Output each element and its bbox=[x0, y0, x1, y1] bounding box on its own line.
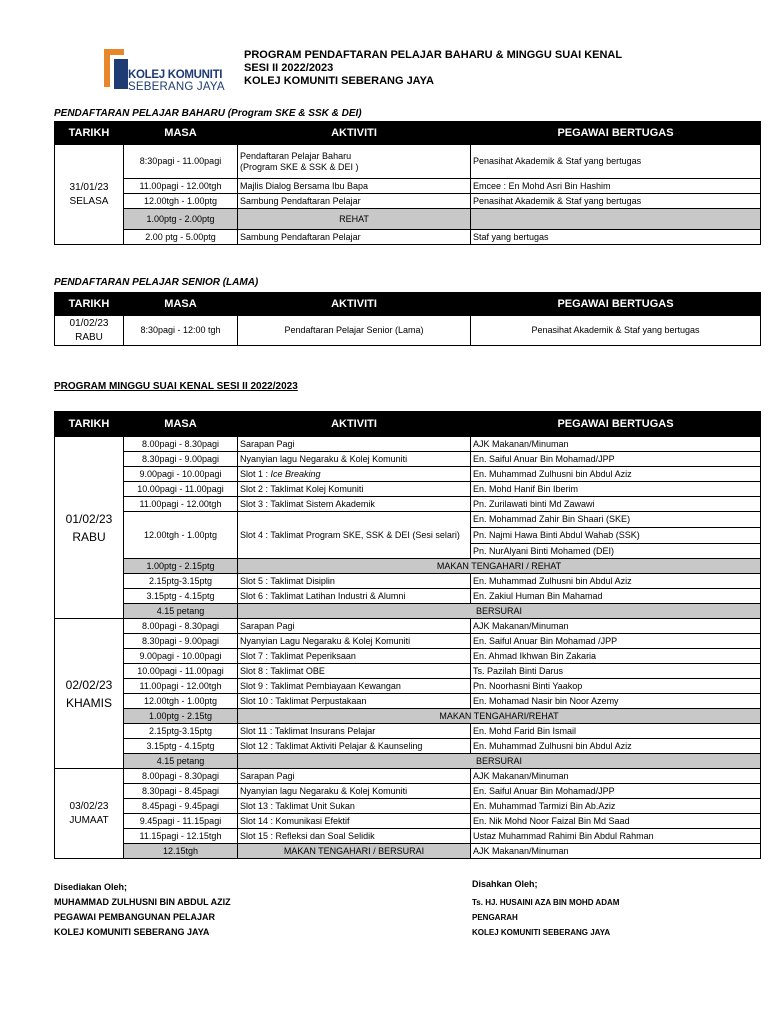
pegawai-cell: En. Mohd Farid Bin Ismail bbox=[471, 724, 761, 739]
table-row bbox=[55, 769, 761, 784]
heading-line2: SESI II 2022/2023 bbox=[244, 62, 334, 74]
masa-cell: 12.00tgh - 1.00ptg bbox=[124, 694, 238, 709]
table-row-break bbox=[55, 209, 761, 230]
aktiviti-cell: Slot 14 : Komunikasi Efektif bbox=[238, 814, 471, 829]
table-row bbox=[55, 512, 761, 528]
table-header-row bbox=[55, 293, 761, 316]
masa-cell: 8.45pagi - 9.45pagi bbox=[124, 799, 238, 814]
logo-text-line1: KOLEJ KOMUNITI bbox=[128, 69, 223, 81]
aktiviti-cell: Slot 6 : Taklimat Latihan Industri & Alumni bbox=[238, 589, 471, 604]
day-text: JUMAAT bbox=[69, 814, 109, 826]
day-text: RABU bbox=[72, 529, 106, 544]
table-row bbox=[55, 634, 761, 649]
masa-cell: 11.00pagi - 12.00tgh bbox=[124, 497, 238, 512]
masa-cell: 8.30pagi - 9.00pagi bbox=[124, 452, 238, 467]
break-cell: BERSURAI bbox=[238, 754, 761, 769]
pegawai-cell: En. Saiful Anuar Bin Mohamad/JPP bbox=[471, 784, 761, 799]
aktiviti-cell: Nyanyian lagu Negaraku & Kolej Komuniti bbox=[238, 452, 471, 467]
break-cell: BERSURAI bbox=[238, 604, 761, 619]
aktiviti-line: (Program SKE & SSK & DEI ) bbox=[240, 161, 359, 172]
table-row bbox=[55, 664, 761, 679]
pegawai-cell: En. Ahmad Ikhwan Bin Zakaria bbox=[471, 649, 761, 664]
masa-cell: 10.00pagi - 11.00pagi bbox=[124, 482, 238, 497]
table-header-row bbox=[55, 122, 761, 145]
aktiviti-cell: Slot 2 : Taklimat Kolej Komuniti bbox=[238, 482, 471, 497]
pegawai-cell: En. Muhammad Zulhusni bin Abdul Aziz bbox=[471, 739, 761, 754]
aktiviti-cell: Nyanyian lagu Negaraku & Kolej Komuniti bbox=[238, 784, 471, 799]
masa-cell: 8.00pagi - 8.30pagi bbox=[124, 619, 238, 634]
pegawai-cell: En. Saiful Anuar Bin Mohamad /JPP bbox=[471, 634, 761, 649]
pegawai-cell: En. Zakiul Human Bin Mahamad bbox=[471, 589, 761, 604]
break-cell: MAKAN TENGAHARI / REHAT bbox=[238, 559, 761, 574]
pegawai-cell: Ts. Pazilah Binti Darus bbox=[471, 664, 761, 679]
pegawai-cell: Pn. NurAlyani Binti Mohamed (DEI) bbox=[471, 544, 761, 559]
aktiviti-cell: Slot 12 : Taklimat Aktiviti Pelajar & Kaunseling bbox=[238, 739, 471, 754]
pegawai-cell: En. Muhammad Zulhusni bin Abdul Aziz bbox=[471, 574, 761, 589]
section2-title: PENDAFTARAN PELAJAR SENIOR (LAMA) bbox=[54, 277, 259, 288]
section1-table bbox=[54, 121, 761, 245]
masa-cell: 1.00ptg - 2.15ptg bbox=[124, 559, 238, 574]
aktiviti-cell bbox=[238, 145, 471, 179]
logo-text-line2: SEBERANG JAYA bbox=[128, 81, 225, 93]
table-row bbox=[55, 619, 761, 634]
heading-line1: PROGRAM PENDAFTARAN PELAJAR BAHARU & MINGGU SUAI KENAL bbox=[244, 49, 623, 61]
masa-cell: 9.00pagi - 10.00pagi bbox=[124, 467, 238, 482]
aktiviti-cell: Sarapan Pagi bbox=[238, 437, 471, 452]
masa-cell: 4.15 petang bbox=[124, 754, 238, 769]
pegawai-cell: Pn. Najmi Hawa Binti Abdul Wahab (SSK) bbox=[471, 528, 761, 544]
masa-cell: 8:30pagi - 12:00 tgh bbox=[124, 316, 238, 346]
pegawai-cell: En. Muhammad Tarmizi Bin Ab.Aziz bbox=[471, 799, 761, 814]
table-row bbox=[55, 437, 761, 452]
table-row bbox=[55, 694, 761, 709]
break-cell: MAKAN TENGAHARI / BERSURAI bbox=[238, 844, 471, 859]
date-cell bbox=[55, 619, 124, 769]
masa-cell: 9.45pagi - 11.15pagi bbox=[124, 814, 238, 829]
prepared-by-org: KOLEJ KOMUNITI SEBERANG JAYA bbox=[54, 927, 210, 937]
table-row bbox=[55, 829, 761, 844]
pegawai-cell: AJK Makanan/Minuman bbox=[471, 619, 761, 634]
date-text: 01/02/23 bbox=[65, 511, 113, 526]
masa-cell: 1.00ptg - 2.15tg bbox=[124, 709, 238, 724]
col-tarikh: TARIKH bbox=[55, 293, 124, 316]
aktiviti-cell: Sarapan Pagi bbox=[238, 619, 471, 634]
break-cell: MAKAN TENGAHARI/REHAT bbox=[238, 709, 761, 724]
table-row bbox=[55, 482, 761, 497]
aktiviti-cell: Slot 7 : Taklimat Peperiksaan bbox=[238, 649, 471, 664]
pegawai-cell bbox=[471, 209, 761, 230]
prepared-by-position: PEGAWAI PEMBANGUNAN PELAJAR bbox=[54, 912, 216, 922]
table-row bbox=[55, 799, 761, 814]
col-masa: MASA bbox=[124, 293, 238, 316]
section3-title: PROGRAM MINGGU SUAI KENAL SESI II 2022/2023 bbox=[54, 381, 298, 392]
masa-cell: 2.00 ptg - 5.00ptg bbox=[124, 230, 238, 245]
pegawai-cell: Emcee : En Mohd Asri Bin Hashim bbox=[471, 179, 761, 194]
aktiviti-cell: Slot 3 : Taklimat Sistem Akademik bbox=[238, 497, 471, 512]
pegawai-cell: Staf yang bertugas bbox=[471, 230, 761, 245]
approved-by-label: Disahkan Oleh; bbox=[472, 879, 538, 889]
col-masa: MASA bbox=[124, 412, 238, 437]
masa-cell: 12.15tgh bbox=[124, 844, 238, 859]
table-row-break bbox=[55, 844, 761, 859]
col-aktiviti: AKTIVITI bbox=[238, 122, 471, 145]
section3-table bbox=[54, 411, 761, 859]
pegawai-cell: Pn. Noorhasni Binti Yaakop bbox=[471, 679, 761, 694]
aktiviti-cell: Slot 13 : Taklimat Unit Sukan bbox=[238, 799, 471, 814]
aktiviti-cell: Slot 4 : Taklimat Program SKE, SSK & DEI (Sesi selari) bbox=[238, 512, 471, 559]
day-text: RABU bbox=[75, 331, 103, 343]
pegawai-cell: Penasihat Akademik & Staf yang bertugas bbox=[471, 145, 761, 179]
table-row bbox=[55, 230, 761, 245]
table-row bbox=[55, 574, 761, 589]
masa-cell: 11.00pagi - 12.00tgh bbox=[124, 179, 238, 194]
table-header-row bbox=[55, 412, 761, 437]
table-row bbox=[55, 784, 761, 799]
date-cell bbox=[55, 769, 124, 859]
day-text: KHAMIS bbox=[65, 695, 112, 710]
aktiviti-prefix: Slot 1 : bbox=[240, 468, 271, 479]
masa-cell: 8.00pagi - 8.30pagi bbox=[124, 437, 238, 452]
aktiviti-cell: Slot 5 : Taklimat Disiplin bbox=[238, 574, 471, 589]
masa-cell: 10.00pagi - 11.00pagi bbox=[124, 664, 238, 679]
table-row bbox=[55, 724, 761, 739]
col-tarikh: TARIKH bbox=[55, 122, 124, 145]
table-row bbox=[55, 179, 761, 194]
masa-cell: 12.00tgh - 1.00ptg bbox=[124, 512, 238, 559]
approved-by-position: PENGARAH bbox=[472, 913, 518, 922]
pegawai-cell: En. Saiful Anuar Bin Mohamad/JPP bbox=[471, 452, 761, 467]
pegawai-cell: En. Nik Mohd Noor Faizal Bin Md Saad bbox=[471, 814, 761, 829]
date-cell bbox=[55, 145, 124, 245]
prepared-by-name: MUHAMMAD ZULHUSNI BIN ABDUL AZIZ bbox=[54, 897, 231, 907]
table-row bbox=[55, 814, 761, 829]
date-cell bbox=[55, 437, 124, 619]
table-row-break bbox=[55, 709, 761, 724]
heading-line3: KOLEJ KOMUNITI SEBERANG JAYA bbox=[244, 75, 434, 87]
masa-cell: 2.15ptg-3.15ptg bbox=[124, 574, 238, 589]
masa-cell: 8.00pagi - 8.30pagi bbox=[124, 769, 238, 784]
pegawai-cell: AJK Makanan/Minuman bbox=[471, 844, 761, 859]
date-text: 01/02/23 bbox=[69, 317, 109, 329]
aktiviti-cell bbox=[238, 467, 471, 482]
col-pegawai: PEGAWAI BERTUGAS bbox=[471, 412, 761, 437]
aktiviti-cell: Slot 11 : Taklimat Insurans Pelajar bbox=[238, 724, 471, 739]
masa-cell: 1.00ptg - 2.00ptg bbox=[124, 209, 238, 230]
aktiviti-cell: Slot 10 : Taklimat Perpustakaan bbox=[238, 694, 471, 709]
aktiviti-cell: Slot 8 : Taklimat OBE bbox=[238, 664, 471, 679]
col-pegawai: PEGAWAI BERTUGAS bbox=[471, 122, 761, 145]
aktiviti-cell: Sambung Pendaftaran Pelajar bbox=[238, 230, 471, 245]
approved-by-block bbox=[472, 877, 619, 940]
date-text: 02/02/23 bbox=[65, 677, 113, 692]
aktiviti-italic: Ice Breaking bbox=[270, 468, 321, 479]
document-heading bbox=[244, 49, 622, 88]
table-row-break bbox=[55, 559, 761, 574]
table-row bbox=[55, 145, 761, 179]
masa-cell: 4.15 petang bbox=[124, 604, 238, 619]
prepared-by-label: Disediakan Oleh; bbox=[54, 882, 128, 892]
table-row bbox=[55, 194, 761, 209]
masa-cell: 11.15pagi - 12.15tgh bbox=[124, 829, 238, 844]
table-row-break bbox=[55, 604, 761, 619]
approved-by-name: Ts. HJ. HUSAINI AZA BIN MOHD ADAM bbox=[472, 898, 620, 907]
pegawai-cell: En. Mohamad Nasir bin Noor Azemy bbox=[471, 694, 761, 709]
table-row bbox=[55, 739, 761, 754]
pegawai-cell: AJK Makanan/Minuman bbox=[471, 437, 761, 452]
table-row bbox=[55, 316, 761, 346]
logo-mark-left bbox=[104, 49, 110, 87]
pegawai-cell: Penasihat Akademik & Staf yang bertugas bbox=[471, 316, 761, 346]
pegawai-cell: En. Mohd Hanif Bin Iberim bbox=[471, 482, 761, 497]
aktiviti-cell: Nyanyian Lagu Negaraku & Kolej Komuniti bbox=[238, 634, 471, 649]
col-masa: MASA bbox=[124, 122, 238, 145]
aktiviti-line: Pendaftaran Pelajar Baharu bbox=[240, 150, 352, 161]
pegawai-cell: Ustaz Muhammad Rahimi Bin Abdul Rahman bbox=[471, 829, 761, 844]
pegawai-cell: AJK Makanan/Minuman bbox=[471, 769, 761, 784]
masa-cell: 8.30pagi - 9.00pagi bbox=[124, 634, 238, 649]
aktiviti-cell: Sarapan Pagi bbox=[238, 769, 471, 784]
pegawai-cell: Pn. Zurilawati binti Md Zawawi bbox=[471, 497, 761, 512]
table-row bbox=[55, 497, 761, 512]
logo-mark-blue bbox=[114, 59, 128, 89]
college-logo bbox=[104, 47, 236, 95]
masa-cell: 12.00tgh - 1.00ptg bbox=[124, 194, 238, 209]
day-text: SELASA bbox=[69, 195, 109, 207]
col-aktiviti: AKTIVITI bbox=[238, 412, 471, 437]
masa-cell: 9.00pagi - 10.00pagi bbox=[124, 649, 238, 664]
aktiviti-cell: Slot 15 : Refleksi dan Soal Selidik bbox=[238, 829, 471, 844]
pegawai-cell: En. Mohammad Zahir Bin Shaari (SKE) bbox=[471, 512, 761, 528]
masa-cell: 3.15ptg - 4.15ptg bbox=[124, 589, 238, 604]
section1-title: PENDAFTARAN PELAJAR BAHARU (Program SKE & SSK & DEI) bbox=[54, 108, 362, 119]
col-pegawai: PEGAWAI BERTUGAS bbox=[471, 293, 761, 316]
aktiviti-cell: Pendaftaran Pelajar Senior (Lama) bbox=[238, 316, 471, 346]
masa-cell: 3.15ptg - 4.15ptg bbox=[124, 739, 238, 754]
date-cell bbox=[55, 316, 124, 346]
table-row-break bbox=[55, 754, 761, 769]
col-aktiviti: AKTIVITI bbox=[238, 293, 471, 316]
col-tarikh: TARIKH bbox=[55, 412, 124, 437]
section2-table bbox=[54, 292, 761, 346]
table-row bbox=[55, 452, 761, 467]
pegawai-cell: Penasihat Akademik & Staf yang bertugas bbox=[471, 194, 761, 209]
aktiviti-cell: Slot 9 : Taklimat Pembiayaan Kewangan bbox=[238, 679, 471, 694]
aktiviti-cell: Majlis Dialog Bersama Ibu Bapa bbox=[238, 179, 471, 194]
table-row bbox=[55, 649, 761, 664]
masa-cell: 8:30pagi - 11.00pagi bbox=[124, 145, 238, 179]
date-text: 31/01/23 bbox=[69, 181, 109, 193]
masa-cell: 2.15ptg-3.15ptg bbox=[124, 724, 238, 739]
approved-by-org: KOLEJ KOMUNITI SEBERANG JAYA bbox=[472, 928, 611, 937]
break-cell: REHAT bbox=[238, 209, 471, 230]
table-row bbox=[55, 589, 761, 604]
table-row bbox=[55, 679, 761, 694]
aktiviti-cell: Sambung Pendaftaran Pelajar bbox=[238, 194, 471, 209]
prepared-by-block bbox=[54, 880, 231, 940]
pegawai-cell: En. Muhammad Zulhusni bin Abdul Aziz bbox=[471, 467, 761, 482]
table-row bbox=[55, 467, 761, 482]
date-text: 03/02/23 bbox=[69, 800, 109, 812]
masa-cell: 11.00pagi - 12.00tgh bbox=[124, 679, 238, 694]
masa-cell: 8.30pagi - 8.45pagi bbox=[124, 784, 238, 799]
